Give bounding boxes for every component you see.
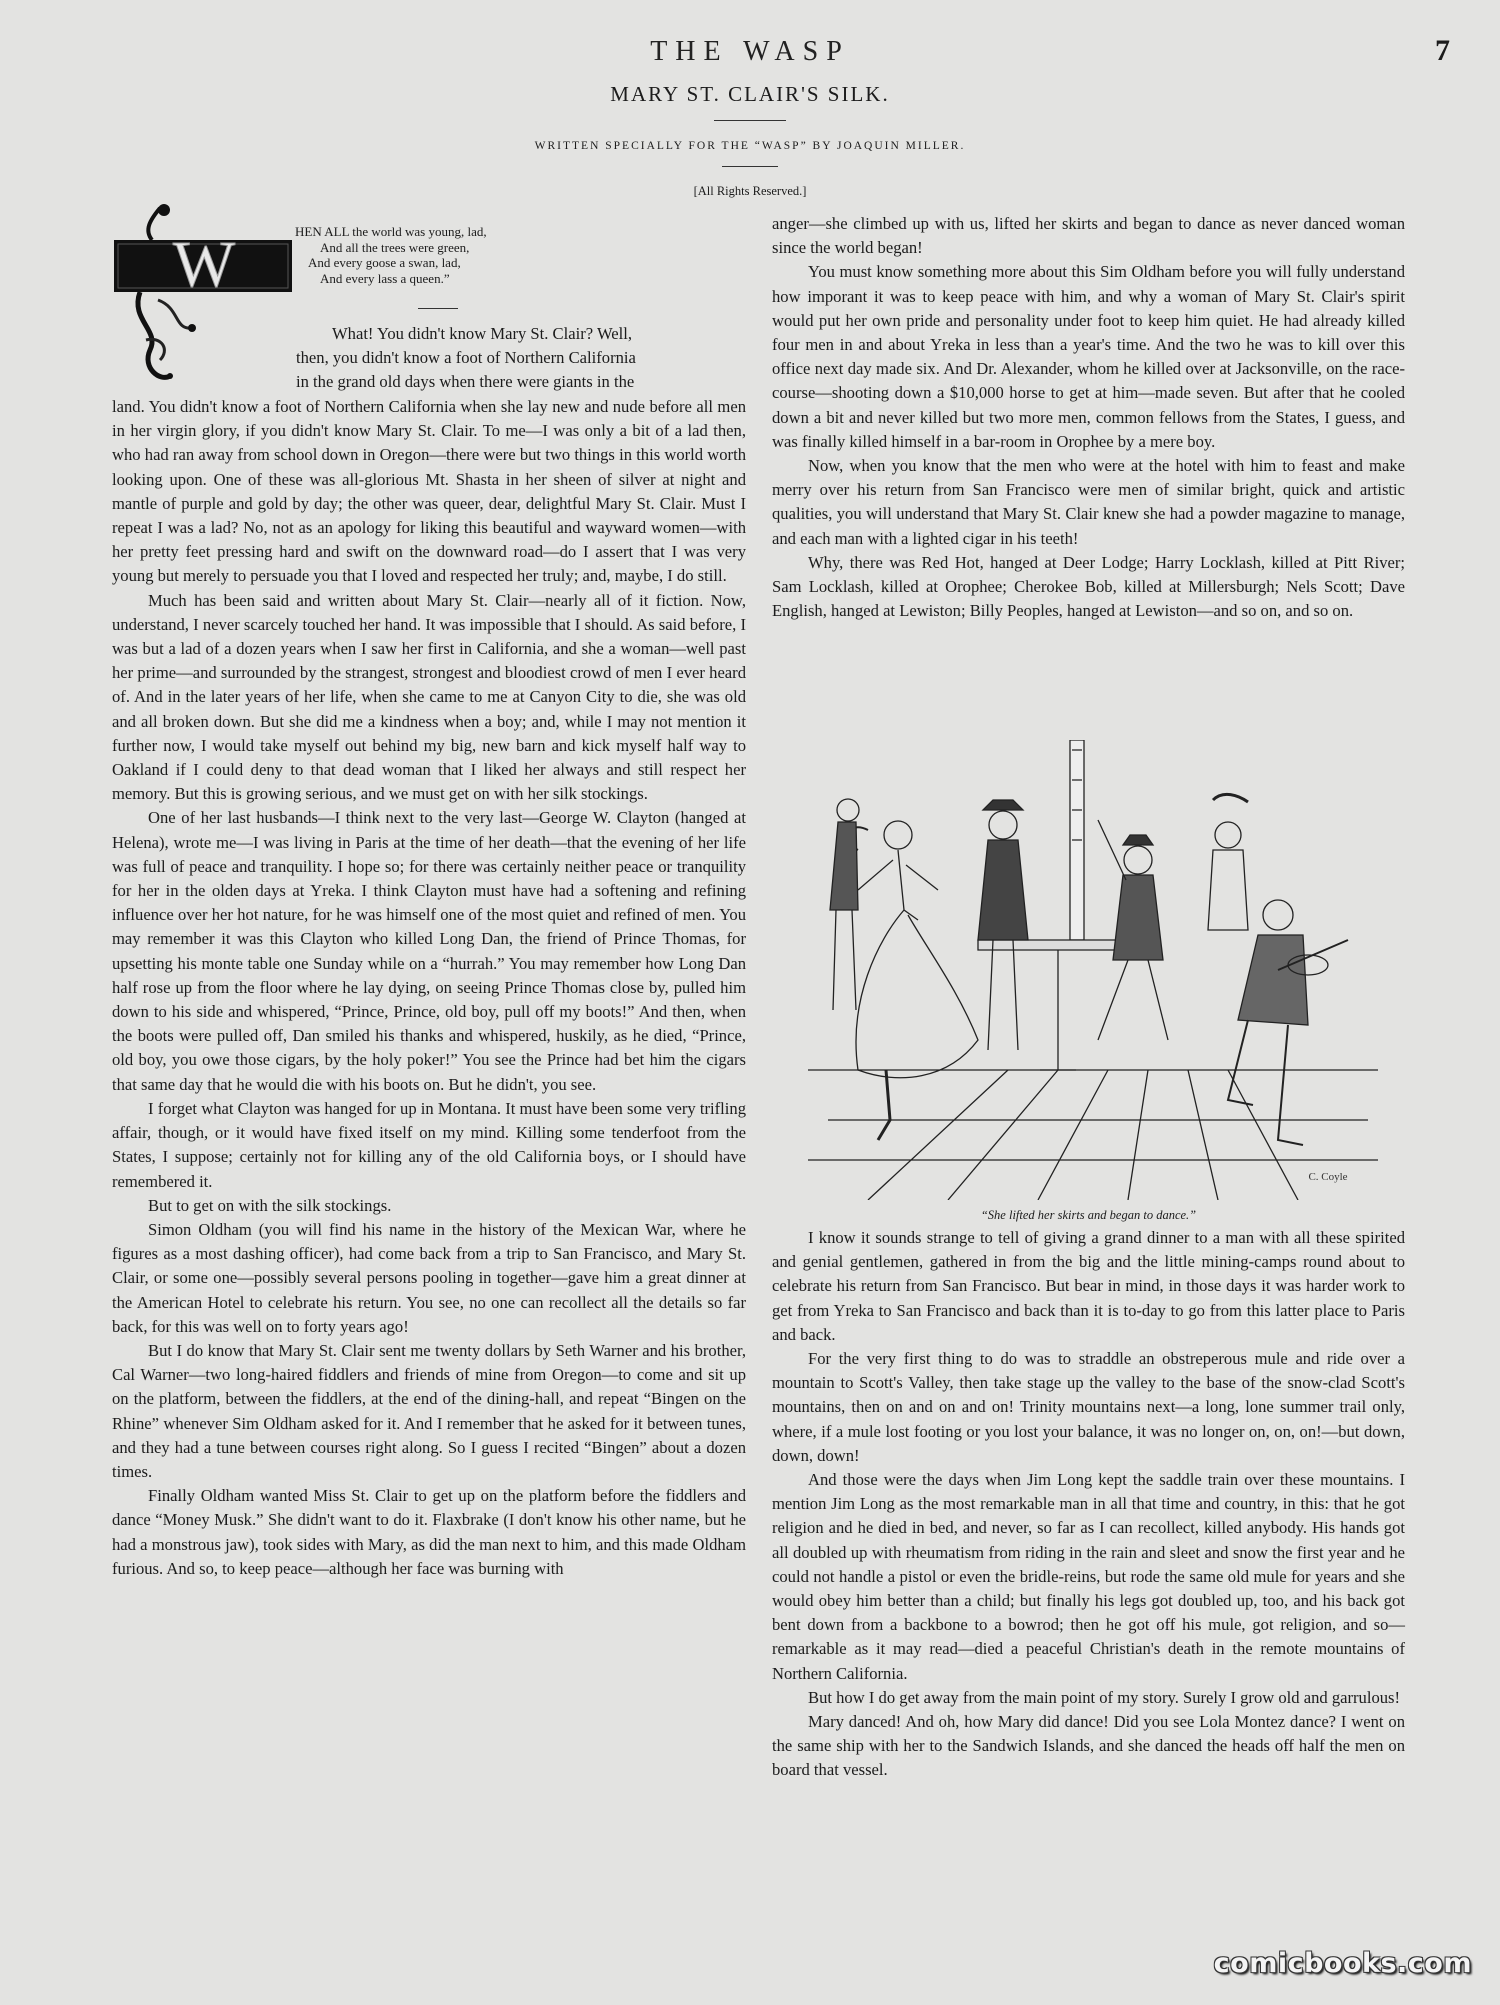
paragraph: I know it sounds strange to tell of giving a grand dinner to a man with all these spirited and genial gentlemen, gathered in from the big and the little mining-camps round about to celebrate his return from San Francisco. But bear in mind, in those days it was harder work to get from Yreka to San Francisco and back than it is to-day to go from this latter place to Paris and back.: [772, 1228, 1405, 1344]
intro-line: then, you didn't know a foot of Northern California: [296, 348, 636, 368]
paragraph: One of her last husbands—I think next to the very last—George W. Clayton (hanged at Helena), wrote me—I was living in Paris at the time of her death—that the evening of her life was full of peace and tranquility. I hope so; for there was certainly neither peace or tranquility for her in the olden days at Yreka. I think Clayton must have had a softening and refining influence over her hot nature, for he was himself one of the most quiet and refined of men. You may remember it was this Clayton who killed Long Dan, the friend of Prince Thomas, for upsetting his monte table one Sunday while on a “hurrah.” You may remember how Long Dan half rose up from the floor where he lay dying, on seeing Prince Thomas close by, pulled him down to his side and whispered, “Prince, Prince, old boy, pull off my boots!” And then, when the boots were pulled off, Dan smiled his thanks and whispered, huskily, as he died, “Prince, old boy, you owe those cigars, by the holy poker!” You see the Prince had bet him the cigars that same day that he would die with his boots on. But he didn't, you see.: [112, 808, 746, 1094]
poem-line: And every goose a swan, lad,: [308, 255, 461, 270]
dropcap-flourish-icon: [100, 200, 295, 390]
dropcap-letter: W: [172, 228, 236, 301]
rights-notice: [All Rights Reserved.]: [693, 184, 807, 198]
byline: WRITTEN SPECIALLY FOR THE “WASP” BY JOAQUIN MILLER.: [534, 140, 966, 152]
site-watermark: comicbooks.com: [1213, 1948, 1472, 1979]
page-number: 7: [1435, 34, 1450, 67]
poem-epigraph: [295, 224, 595, 286]
paragraph: I forget what Clayton was hanged for up in Montana. It must have been some very trifling affair, though, or it would have fixed itself on my mind. Killing some tenderfoot from the States, I suppose; certainly not for killing any of the old California boys, or I should have remembered it.: [112, 1098, 746, 1191]
left-column: [112, 395, 746, 1581]
paragraph: For the very first thing to do was to straddle an obstreperous mule and ride over a mountain to Scott's Valley, then take stage up the valley to the base of the snow-clad Scott's mountains, then on and on and on! Trinity mountains next—a long, lone summer trail only, where, if a mule lost footing or you lost your balance, it was no longer on, on, on!—but down, down, down!: [772, 1349, 1405, 1465]
paragraph: land. You didn't know a foot of Northern California when she lay new and nude before all men in her virgin glory, if you didn't know Mary St. Clair. To me—I was only a bit of a lad then, who had ran away from school down in Oregon—there were but two things in this world worth looking upon. One of these was all-glorious Mt. Shasta in her sheen of silver at night and mantle of purple and gold by day; the other was queer, dear, delightful Mary St. Clair. Must I repeat I was a lad? No, not as an apology for liking this beautiful and wayward women—with her pretty feet pressing hard and swift on the downward road—do I assert that I was very young but merely to persuade you that I loved and respected her truly; and, maybe, I do still.: [112, 397, 746, 586]
poem-line: And all the trees were green,: [320, 239, 470, 255]
byline-rule: [722, 166, 778, 167]
poem-line: HEN ALL the world was young, lad,: [295, 224, 487, 239]
paragraph: But how I do get away from the main point of my story. Surely I grow old and garrulous!: [808, 1687, 1401, 1707]
article-title: MARY ST. CLAIR'S SILK.: [610, 82, 890, 106]
right-column-top: [772, 212, 1405, 623]
illustration-caption: “She lifted her skirts and began to dance.”: [980, 1208, 1197, 1222]
masthead: THE WASP: [650, 36, 850, 67]
dance-scene-image: [808, 740, 1378, 1200]
paragraph: But to get on with the silk stockings.: [148, 1195, 392, 1215]
poem-line: And every lass a queen.”: [320, 270, 450, 286]
paragraph: You must know something more about this Sim Oldham before you will fully understand how imporant it was to keep peace with him, and why a woman of Mary St. Clair's spirit would put her own pride and personality under foot to keep him quiet. He had already killed four men in and about Yreka in less than a year's time. And the two he was to kill over this office next day made six. And Dr. Alexander, whom he killed over at Jacksonville, on the race-course—shooting down a $10,000 horse to get at him—made seven. But after that he cooled down a bit and never killed but two more men, common fellows from the States, I guess, and was finally killed himself in a bar-room in Orophee by a mere boy.: [772, 262, 1405, 451]
dance-illustration: [808, 740, 1378, 1200]
paragraph: Finally Oldham wanted Miss St. Clair to get up on the platform before the fiddlers and dance “Money Musk.” She didn't want to do it. Flaxbrake (I don't know his other name, but he had a monstrous jaw), took sides with Mary, as did the man next to him, and this made Oldham furious. And so, to keep peace—although her face was burning with: [112, 1486, 746, 1578]
dropcap-ornament: [100, 200, 295, 390]
poem-rule: [418, 308, 458, 309]
paragraph: But I do know that Mary St. Clair sent me twenty dollars by Seth Warner and his brother, Cal Warner—two long-haired fiddlers and friends of mine from Oregon—to come and sit up on the platform, between the fiddlers, at the end of the dining-hall, and repeat “Bingen on the Rhine” whenever Sim Oldham asked for it. And I remember that he asked for it between tunes, and they had a tune between courses right along. So I guess I recited “Bingen” about a dozen times.: [112, 1340, 746, 1481]
paragraph: anger—she climbed up with us, lifted her skirts and began to dance as never danced woman since the world began!: [772, 214, 1405, 258]
paragraph: Much has been said and written about Mary St. Clair—nearly all of it fiction. Now, understand, I never scarcely touched her hand. It was impossible that I should. As said before, I was but a lad of a dozen years when I saw her first in California, and she a woman—well past her prime—and surrounded by the strangest, strongest and bloodiest crowd of men I ever heard of. And in the later years of her life, when she came to me at Canyon City to die, she was old and all broken down. But she did me a kindness when a boy; and, while I may not mention it further now, I would take myself out behind my big, new barn and kick myself half way to Oakland if I could deny to that dead woman that I liked her always and still respect her memory. But this is growing serious, and we must get on with her silk stockings.: [112, 590, 746, 804]
paragraph: Mary danced! And oh, how Mary did dance! Did you see Lola Montez dance? I went on the same ship with her to the Sandwich Islands, and she danced the heads off half the men on board that vessel.: [772, 1712, 1405, 1780]
intro-line: in the grand old days when there were giants in the: [296, 372, 635, 392]
paragraph: Simon Oldham (you will find his name in the history of the Mexican War, where he figures as a most dashing officer), had come back from a trip to San Francisco, and Mary St. Clair, or some one—possibly several persons pooling in together—gave him a great dinner at the American Hotel to celebrate his return. You see, no one can recollect all the details so far back, for this was well on to forty years ago!: [112, 1219, 746, 1336]
right-column-bottom: [772, 1226, 1405, 1783]
title-rule: [714, 120, 786, 121]
paragraph: Now, when you know that the men who were at the hotel with him to feast and make merry over his return from San Francisco were men of similar bright, quick and artistic qualities, you will understand that Mary St. Clair knew she had a powder magazine to manage, and each man with a lighted cigar in his teeth!: [772, 456, 1405, 548]
paragraph: Why, there was Red Hot, hanged at Deer Lodge; Harry Locklash, killed at Pitt River; Sam Locklash, killed at Orophee; Cherokee Bob, killed at Millersburgh; Nels Scott; Dave English, hanged at Lewiston; Billy Peoples, hanged at Lewiston—and so on, and so on.: [772, 552, 1405, 621]
intro-block: [296, 322, 746, 395]
illustration-signature: C. Coyle: [1308, 1171, 1348, 1183]
paragraph: And those were the days when Jim Long kept the saddle train over these mountains. I mention Jim Long as the most remarkable man in all that time and country, in this: that he got religion and he died in bed, and never, so far as I can recollect, killed anybody. His hands got all doubled up with rheumatism from riding in the rain and sleet and snow the first year and he could not handle a pistol or even the bridle-reins, but rode the same old mule for years and she would obey him better than a child; but finally his legs got doubled up, too, and his back got bent down from a backbone to a bowrod; then he got off his mule, got religion, and so—remarkable as it may read—died a peaceful Christian's death in the remote mountains of Northern California.: [772, 1470, 1405, 1683]
intro-line: What! You didn't know Mary St. Clair? Well,: [332, 324, 633, 343]
